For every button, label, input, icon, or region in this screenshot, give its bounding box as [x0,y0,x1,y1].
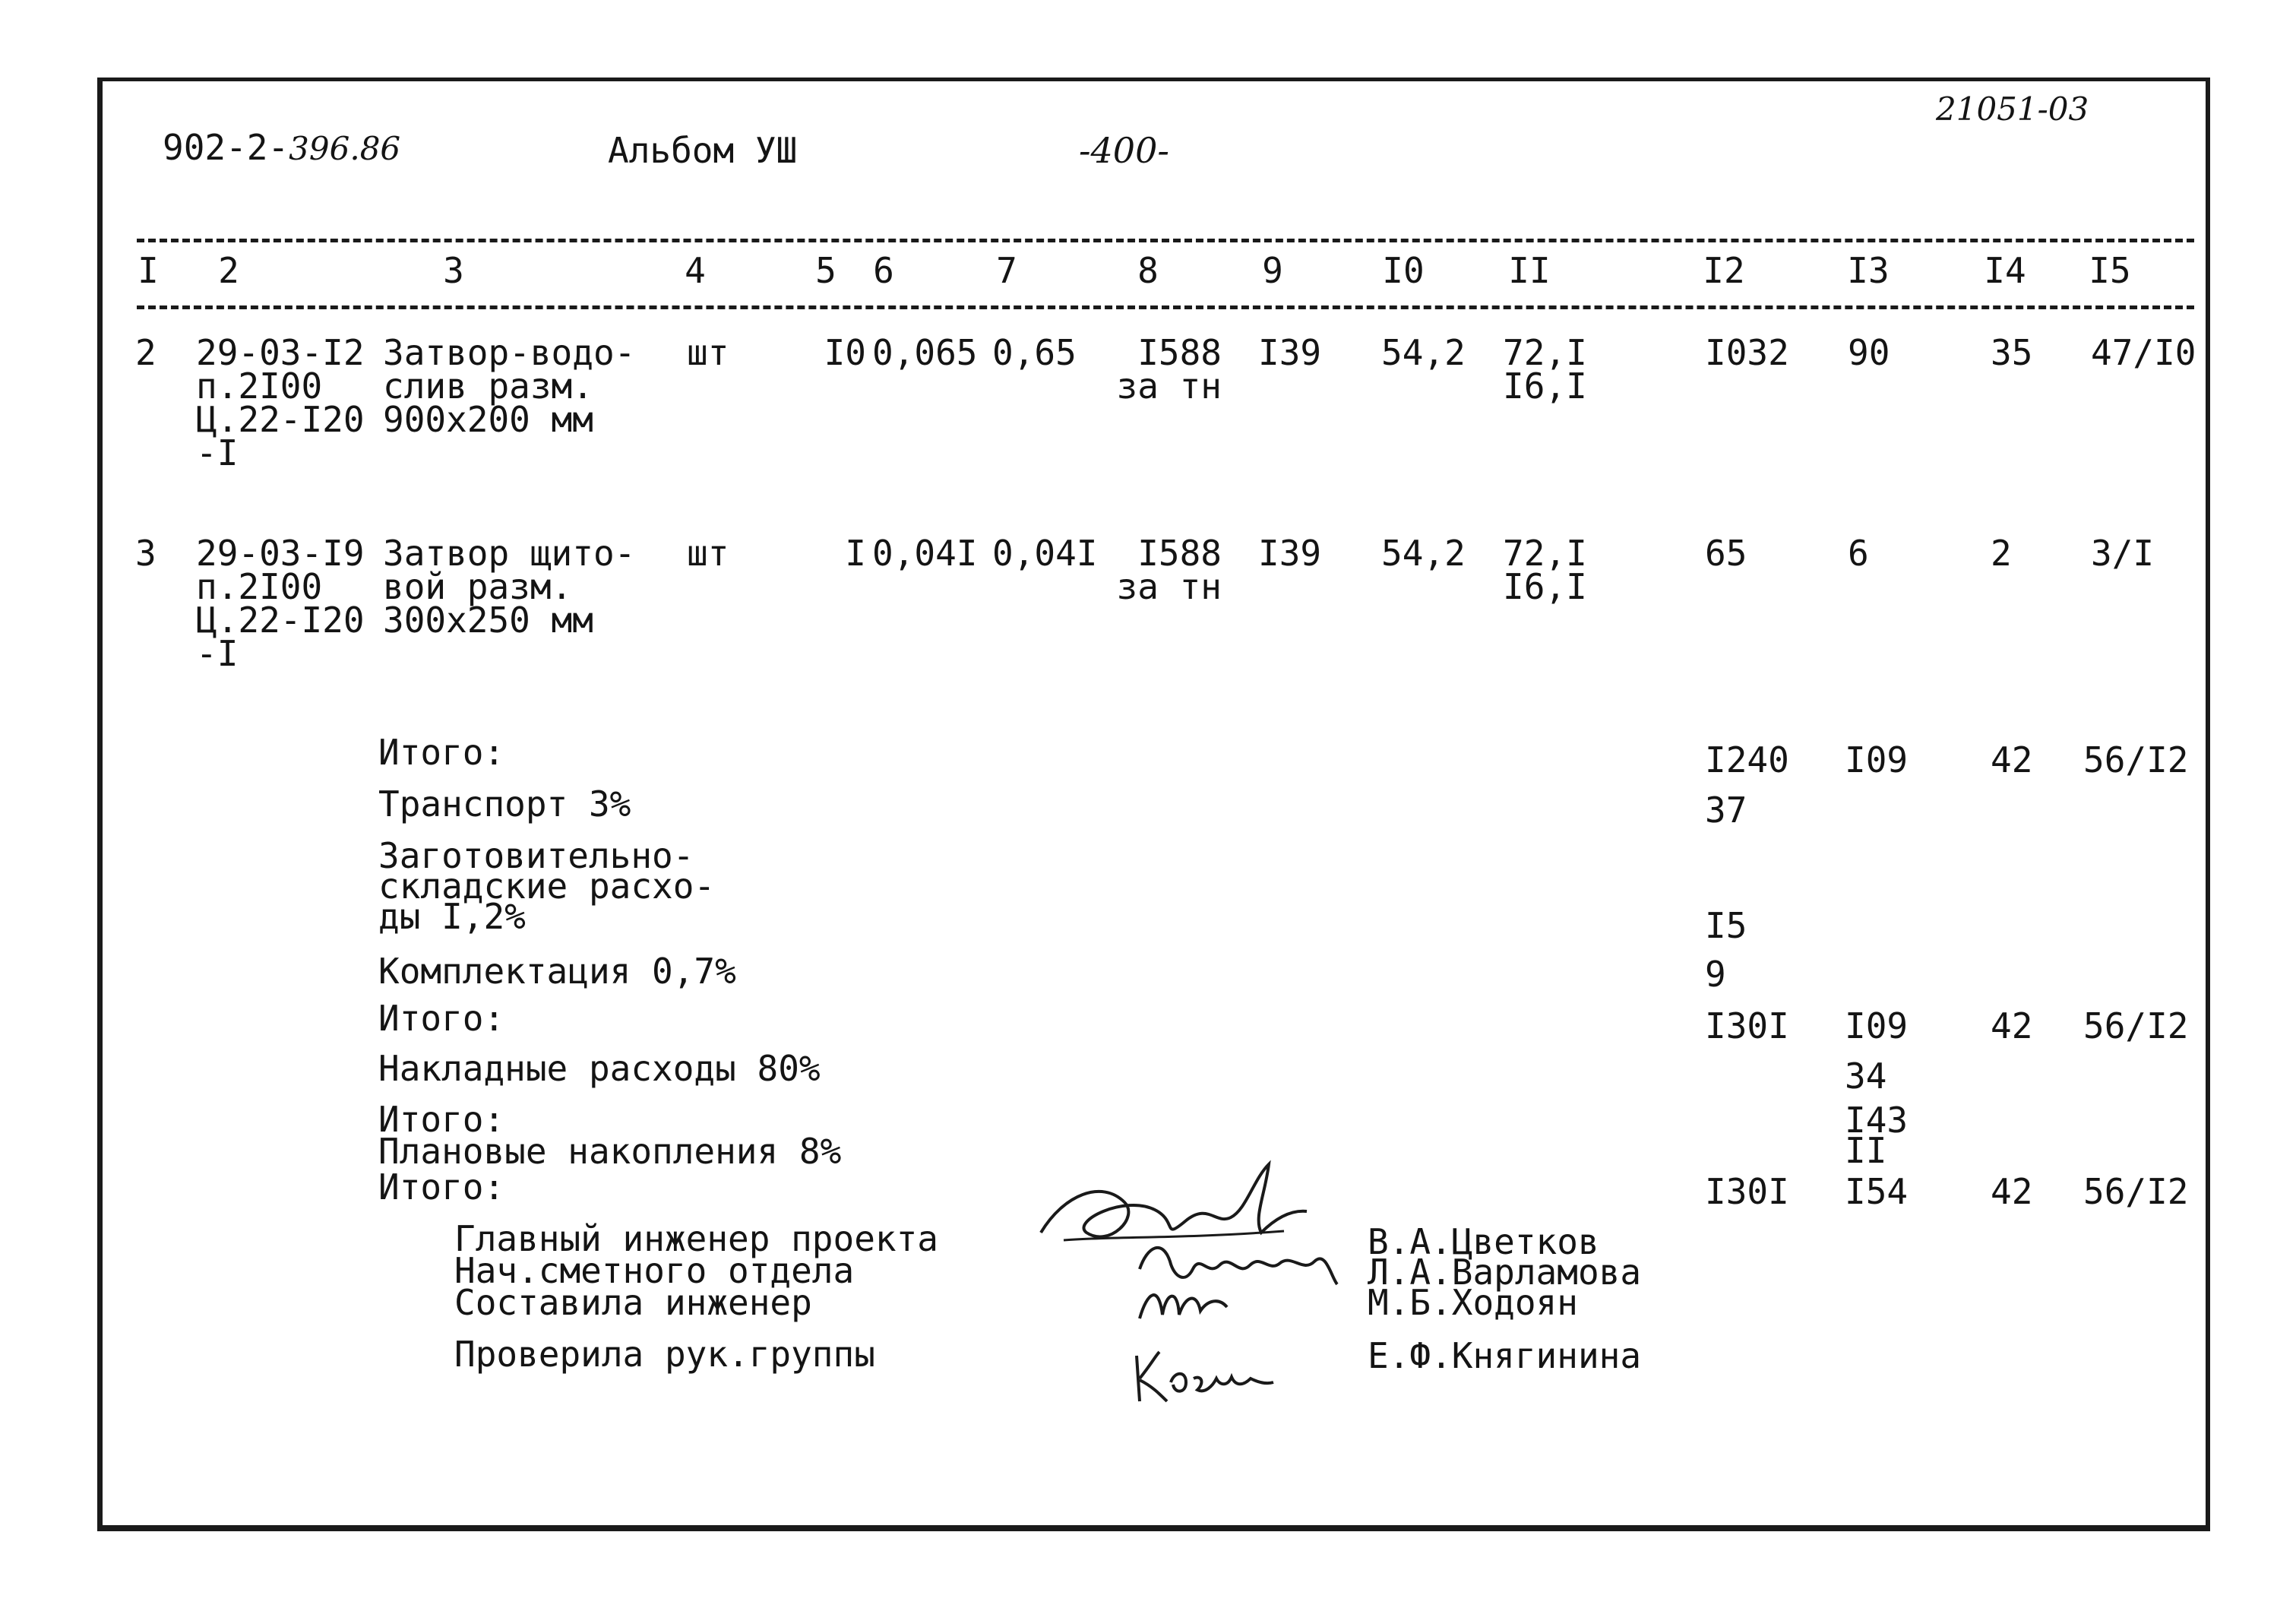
summary-label: Итого: Плановые накопления 8% [378,1099,842,1172]
summary-col12: I240 [1705,739,1789,780]
signature-title: Проверила рук.группы [454,1334,875,1375]
row-col8: I588 за тн [1116,332,1222,407]
row-unit: шт [687,533,729,574]
summary-label: Итого: [378,998,505,1039]
doc-code [163,127,401,168]
summary-label: Итого: [378,732,505,773]
row-unit: шт [687,332,729,373]
page-number: -400- [1079,130,1169,171]
signature-title: Главный инженер проекта [454,1218,938,1259]
row-code: 29-03-I9 п.2I00 Ц.22-I20 -I [196,533,365,674]
album-title: Альбом УШ [608,130,798,171]
row-col15: 3/I [2091,533,2155,574]
summary-col15: 56/I2 [2083,739,2189,780]
summary-col12: I30I [1705,1171,1789,1212]
signature-name: Л.А.Варламова [1368,1252,1642,1293]
row-number: 2 [135,332,157,373]
summary-col12: I30I [1705,1005,1789,1046]
summary-col13: I09 [1845,1005,1909,1046]
summary-col13: 34 [1845,1056,1887,1097]
col-header-12: I2 [1703,250,1745,291]
col-header-2: 2 [218,250,239,291]
summary-label: Транспорт 3% [378,783,631,825]
col-header-1: I [138,250,159,291]
col-header-3: 3 [443,250,464,291]
col-header-6: 6 [873,250,894,291]
col-header-7: 7 [996,250,1017,291]
sheet-number: 21051-03 [1936,90,2089,128]
row-col8: I588 за тн [1116,533,1222,607]
summary-label: Итого: [378,1166,505,1208]
summary-col12: I5 [1705,905,1747,946]
summary-col14: 42 [1991,1171,2033,1212]
summary-col14: 42 [1991,1005,2033,1046]
doc-code-handwritten: 396.86 [289,130,401,167]
row-col12: I032 [1705,332,1789,373]
doc-code-prefix: 902-2- [163,127,289,168]
row-col15: 47/I0 [2091,332,2196,373]
signature-name: В.А.Цветков [1368,1221,1599,1262]
row-col9: I39 [1258,533,1322,574]
summary-col13: I43 II [1845,1100,1909,1171]
summary-col15: 56/I2 [2083,1171,2189,1212]
row-col6: 0,04I [872,533,978,574]
summary-col13: I09 [1845,739,1909,780]
header-rule-top [137,239,2194,242]
row-col10: 54,2 [1381,332,1466,373]
col-header-9: 9 [1262,250,1283,291]
col-header-4: 4 [685,250,706,291]
row-col7: 0,04I [992,533,1098,574]
row-col9: I39 [1258,332,1322,373]
row-col14: 2 [1991,533,2012,574]
handwritten-signature [1132,1277,1238,1330]
summary-col15: 56/I2 [2083,1005,2189,1046]
row-col13: 90 [1848,332,1890,373]
signature-name: М.Б.Ходоян [1368,1282,1578,1323]
col-header-15: I5 [2089,250,2131,291]
row-code: 29-03-I2 п.2I00 Ц.22-I20 -I [196,332,365,473]
summary-col12: 9 [1705,954,1726,995]
row-col7: 0,65 [992,332,1077,373]
row-col13: 6 [1848,533,1869,574]
row-col11: 72,I I6,I [1503,332,1587,407]
row-col14: 35 [1991,332,2033,373]
row-number: 3 [135,533,157,574]
row-col12: 65 [1705,533,1747,574]
col-header-5: 5 [815,250,836,291]
header-rule-bottom [137,305,2194,309]
row-qty: I0 [824,332,866,373]
row-name: Затвор-водо- слив разм. 900x200 мм [383,332,636,440]
row-col11: 72,I I6,I [1503,533,1587,607]
signature-title: Нач.сметного отдела [454,1250,855,1291]
summary-label: Комплектация 0,7% [378,951,736,992]
col-header-14: I4 [1984,250,2026,291]
summary-label: Накладные расходы 80% [378,1048,821,1089]
col-header-8: 8 [1137,250,1159,291]
row-qty: I [845,533,866,574]
summary-col14: 42 [1991,739,2033,780]
col-header-10: I0 [1382,250,1425,291]
col-header-13: I3 [1847,250,1890,291]
row-col10: 54,2 [1381,533,1466,574]
signature-name: Е.Ф.Княгинина [1368,1335,1642,1376]
summary-col12: 37 [1705,790,1747,831]
row-name: Затвор щито- вой разм. 300x250 мм [383,533,636,641]
summary-label: Заготовительно- складские расхо- ды I,2% [378,835,716,937]
col-header-11: II [1508,250,1551,291]
handwritten-signature [1129,1341,1281,1409]
signature-title: Составила инженер [454,1282,812,1323]
summary-col13: I54 [1845,1171,1909,1212]
row-col6: 0,065 [872,332,978,373]
